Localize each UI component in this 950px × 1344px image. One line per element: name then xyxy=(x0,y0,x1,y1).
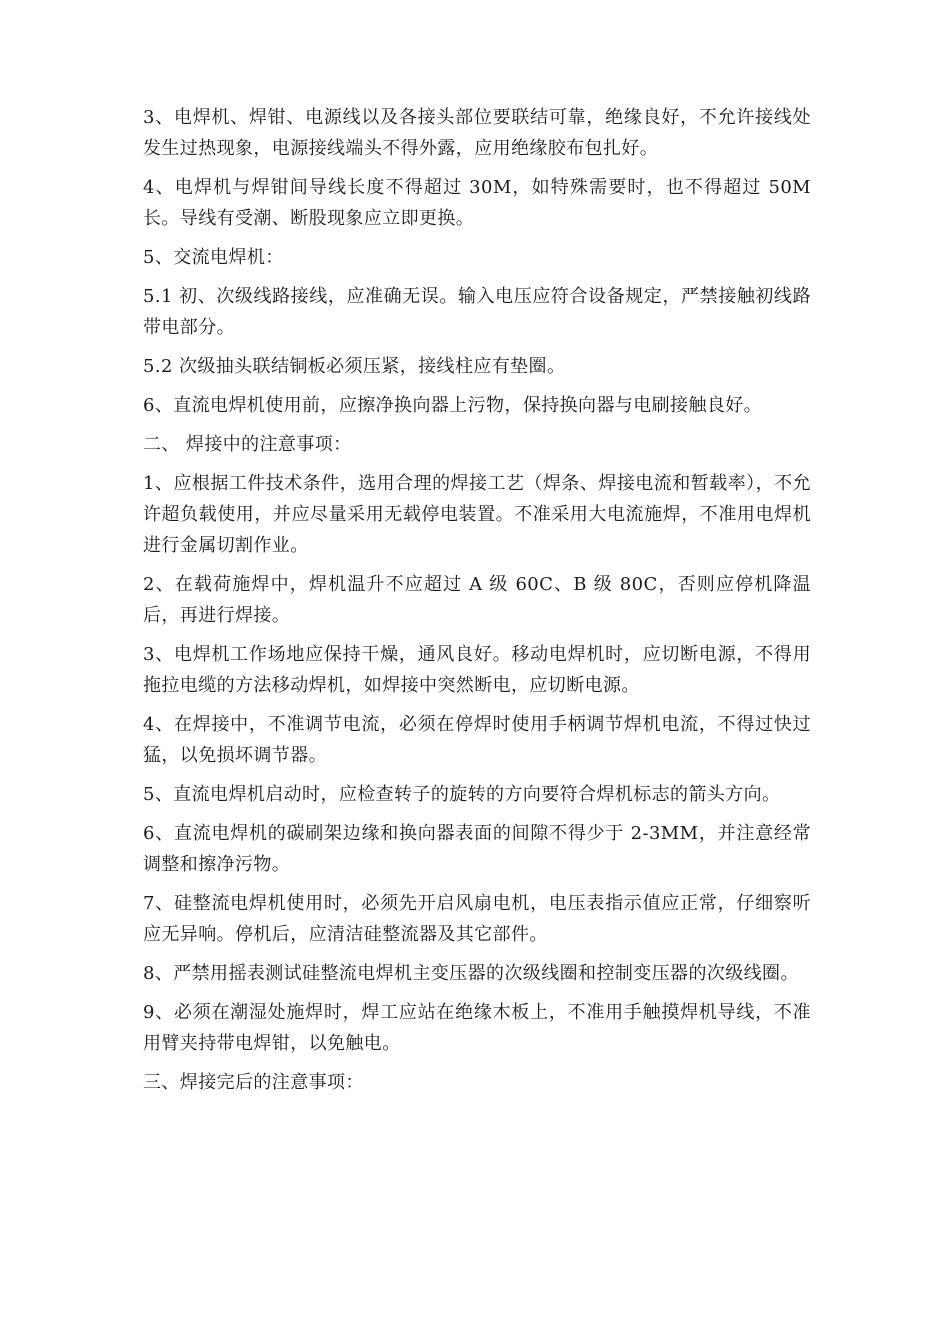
paragraph-3-connections: 3、电焊机、焊钳、电源线以及各接头部位要联结可靠，绝缘良好，不允许接线处发生过热现象，电源接线端头不得外露，应用绝缘胶布包扎好。 xyxy=(143,107,811,159)
paragraph-during-1: 1、应根据工件技术条件，选用合理的焊接工艺（焊条、焊接电流和暂载率），不允许超负载使用，并应尽量采用无载停电装置。不准采用大电流施焊，不准用电焊机进行金属切割作业。 xyxy=(143,473,811,556)
paragraph-during-7: 7、硅整流电焊机使用时，必须先开启风扇电机，电压表指示值应正常，仔细察听应无异响。停机后，应清洁硅整流器及其它部件。 xyxy=(143,893,811,945)
paragraph-during-9: 9、必须在潮湿处施焊时，焊工应站在绝缘木板上，不准用手触摸焊机导线，不准用臂夹持带电焊钳，以免触电。 xyxy=(143,1002,811,1054)
paragraph-during-3: 3、电焊机工作场地应保持干燥，通风良好。移动电焊机时，应切断电源，不得用拖拉电缆的方法移动焊机，如焊接中突然断电，应切断电源。 xyxy=(143,644,811,696)
paragraph-during-4: 4、在焊接中，不准调节电流，必须在停焊时使用手柄调节焊机电流，不得过快过猛，以免损坏调节器。 xyxy=(143,714,811,766)
paragraph-during-2: 2、在载荷施焊中，焊机温升不应超过 A 级 60C、B 级 80C，否则应停机降温后，再进行焊接。 xyxy=(143,574,811,626)
paragraph-5-ac-welder: 5、交流电焊机： xyxy=(143,247,284,268)
paragraph-4-lead-length: 4、电焊机与焊钳间导线长度不得超过 30M，如特殊需要时，也不得超过 50M 长。导线有受潮、断股现象应立即更换。 xyxy=(143,177,811,229)
section-heading-after-welding: 三、焊接完后的注意事项： xyxy=(143,1072,364,1093)
paragraph-during-8: 8、严禁用摇表测试硅整流电焊机主变压器的次级线圈和控制变压器的次级线圈。 xyxy=(143,963,799,984)
paragraph-5-2-tap-plate: 5.2 次级抽头联结铜板必须压紧，接线柱应有垫圈。 xyxy=(143,356,566,377)
document-body xyxy=(143,102,811,1106)
paragraph-5-1-wiring: 5.1 初、次级线路接线，应准确无误。输入电压应符合设备规定，严禁接触初线路带电部分。 xyxy=(143,286,811,338)
paragraph-during-5: 5、直流电焊机启动时，应检查转子的旋转的方向要符合焊机标志的箭头方向。 xyxy=(143,784,781,805)
paragraph-during-6: 6、直流电焊机的碳刷架边缘和换向器表面的间隙不得少于 2-3MM，并注意经常调整和擦净污物。 xyxy=(143,823,811,875)
section-heading-during-welding: 二、 焊接中的注意事项： xyxy=(143,434,352,455)
paragraph-6-dc-commutator: 6、直流电焊机使用前，应擦净换向器上污物，保持换向器与电刷接触良好。 xyxy=(143,395,763,416)
